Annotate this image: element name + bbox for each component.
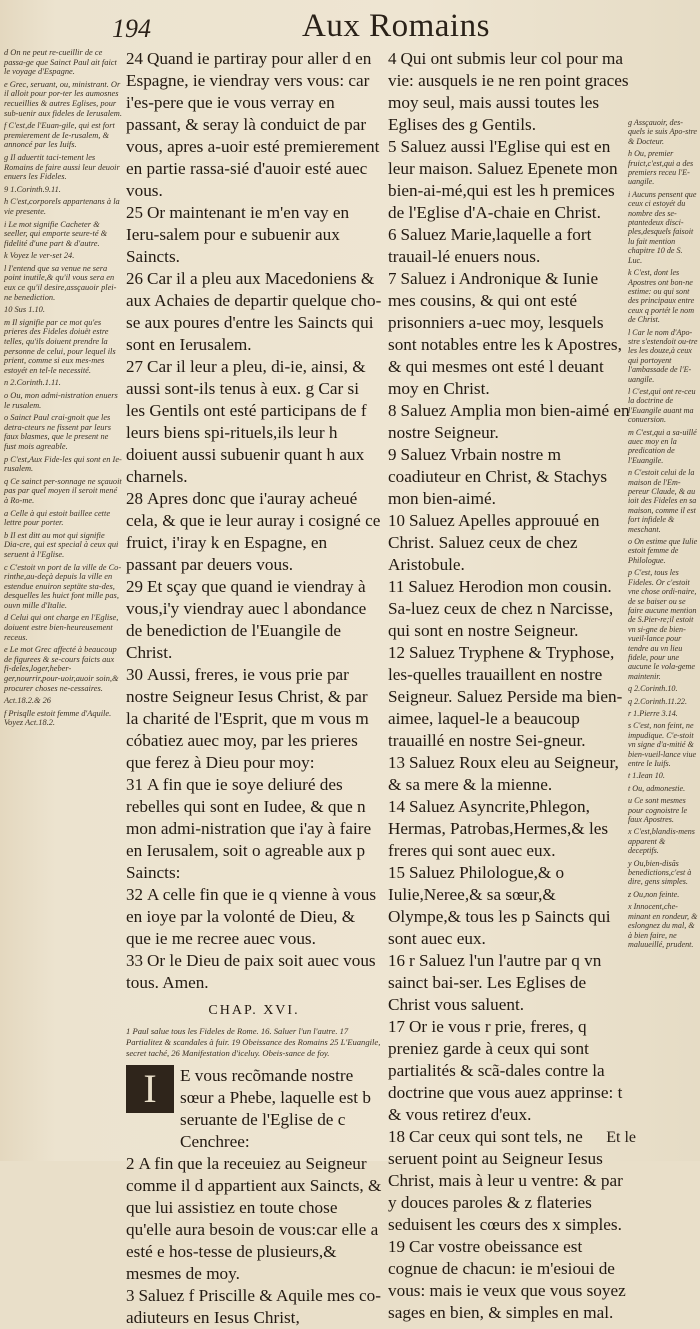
verse bbox=[388, 1016, 630, 1126]
verse-text: Car vostre obeissance est cognue de chacun: ie m'esioui de vous: mais ie veux que vous soyez sages en bien, & simples en mal. bbox=[388, 1237, 626, 1322]
verse-text: A fin que ie soye deliuré des rebelles qui sont en Iudee, & que n mon admi-nistration que i'ay à faire en Ierusalem, soit o agreable aux p Saincts: bbox=[126, 775, 372, 882]
chapter-summary: 1 Paul salue tous les Fideles de Rome. 16. Saluer l'un l'autre. 17 Partialitez & scandales à fuir. 19 Obeissance des Romains 25 L'Euangile, secret taché, 26 Manifestation d'iceluy. Obeis-sance de foy. bbox=[126, 1026, 381, 1058]
margin-note: f C'est,de l'Euan-gile, qui est fort premierement de Ie-rusalem, & annoncé par les Iuifs. bbox=[4, 121, 115, 150]
margin-note: p C'est,Aux Fide-les qui sont en Ie-rusalem. bbox=[4, 454, 122, 474]
margin-note: t Ou, admonestie. bbox=[628, 783, 686, 793]
margin-note: n C'estoit celui de la maison de l'Em-pereur Claude, & au ioit des Fideles en sa maison, comme il est fort infidele & meschant. bbox=[628, 468, 697, 534]
verse bbox=[388, 1236, 630, 1324]
verse bbox=[388, 576, 630, 642]
verse-number: 12 bbox=[388, 643, 405, 662]
margin-note: u Ce sont mesmes pour cognoistre le faux Apostres. bbox=[628, 796, 688, 825]
verse-text: A celle fin que ie q vienne à vous en ioye par la volonté de Dieu, & que ie me recree auec vous. bbox=[126, 885, 377, 948]
verse bbox=[126, 1285, 382, 1329]
margin-note: l C'est,qui ont re-ceu la doctrine de l'Euangile auant ma conuersion. bbox=[628, 386, 696, 425]
margin-note: a Celle à qui estoit baillee cette lettre pour porter. bbox=[4, 508, 111, 528]
margin-note: k C'est, dont les Apostres ont bon-ne estime: ou qui sont des principaux entre ceux q portét le nom de Christ. bbox=[628, 268, 695, 325]
left-margin-notes bbox=[4, 48, 122, 731]
verse bbox=[126, 1065, 382, 1153]
verse bbox=[388, 48, 630, 136]
verse bbox=[126, 664, 382, 774]
verse-text: Saluez Amplia mon bien-aimé en nostre Seigneur. bbox=[388, 401, 630, 442]
verse bbox=[388, 642, 630, 752]
page-header bbox=[0, 8, 700, 46]
verse-text: Saluez Tryphene & Tryphose, les-quelles trauaillent en nostre Seigneur. Saluez Perside ma bien-aimee, laquel-le a beaucoup trauaillé en nostre Sei-gneur. bbox=[388, 643, 623, 750]
verse-text: Saluez Philologue,& o Iulie,Neree,& sa sœur,& Olympe,& tous les p Saincts qui sont auec eux. bbox=[388, 863, 611, 948]
margin-note: o Ou, mon admi-nistration enuers le rusalem. bbox=[4, 391, 118, 410]
drop-cap: I bbox=[126, 1065, 174, 1113]
verse-number: 33 bbox=[126, 951, 143, 970]
verse-number: 32 bbox=[126, 885, 143, 904]
margin-note: e Le mot Grec affecté à beaucoup de figurees & se-cours faicts aux fi-deles,loger,heber-ger,nourrir,pour-uoir,auoir soin,& procurer choses ne-cessaires. bbox=[4, 645, 119, 693]
verse bbox=[388, 1126, 630, 1236]
verse-text: Aussi, freres, ie vous prie par nostre Seigneur Iesus Christ, & par la charité de l'Esprit, que m vous m cóbatiez auec moy, par les prieres que ferez à Dieu pour moy: bbox=[126, 665, 369, 772]
margin-note: b Il est ditt au mot qui signifie Dia-cre, qui est special à ceux qui seruent à l'Eglise. bbox=[4, 530, 119, 559]
verse-number: 17 bbox=[388, 1017, 405, 1036]
margin-note: h C'est,corporels appartenans à la vie presente. bbox=[4, 197, 120, 216]
verse-text: Qui ont submis leur col pour ma vie: ausquels ie ne ren point graces moy seul, mais aussi toutes les Eglises des g Gentils. bbox=[388, 49, 629, 134]
romans-15-verses bbox=[126, 48, 382, 994]
verse-number: 6 bbox=[388, 225, 397, 244]
verse-text: Saluez aussi l'Eglise qui est en leur maison. Saluez Epenete mon bien-ai-mé,qui est les h premices de l'Eglise d'A-chaie en Christ. bbox=[388, 137, 618, 222]
verse-number: 26 bbox=[126, 269, 143, 288]
margin-note: q Ce sainct per-sonnage ne sçauoit pas par quel moyen il seroit mené à Ro-me. bbox=[4, 476, 122, 505]
margin-note: l Car le nom d'Apo-stre s'estendoit ou-tre les les douze,à ceux qui portoyent l'ambassade de l'E-uangile. bbox=[628, 327, 698, 384]
verse bbox=[388, 752, 630, 796]
margin-note: l I'entend que sa venue ne sera point inutile,& qu'il vous sera en eux ce qu'il desire,assçauoir plei-ne benediction. bbox=[4, 263, 117, 302]
verse-number: 18 bbox=[388, 1127, 405, 1146]
margin-note: y Ou,bien-disãs benedictions,c'est à dire, gens simples. bbox=[628, 858, 692, 887]
verse-text: Or maintenant ie m'en vay en Ieru-salem pour e subuenir aux Saincts. bbox=[126, 203, 350, 266]
margin-note: x C'est,blandis-mens apparent & deceptifs. bbox=[628, 827, 695, 856]
verse-number: 27 bbox=[126, 357, 143, 376]
romans-16-verses bbox=[126, 1065, 382, 1329]
verse-number: 4 bbox=[388, 49, 397, 68]
margin-note: g Assçauoir, des-quels ie suis Apo-stre & Docteur. bbox=[628, 118, 698, 146]
verse-text: Apres donc que i'auray acheué cela, & que ie leur auray i cosigné ce fruict, i'iray k en Espagne, en passant par deuers vous. bbox=[126, 489, 381, 574]
verse-text: A fin que la receuiez au Seigneur comme il d appartient aux Saincts, & que lui assistiez en toute chose qu'elle aura besoin de vous:car elle a esté e hos-tesse de plusieurs,& mesmes de moy. bbox=[126, 1154, 382, 1283]
verse-text: Or le Dieu de paix soit auec vous tous. Amen. bbox=[126, 951, 376, 992]
margin-note: m Il signifie par ce mot qu'es prieres des Fideles doiuët estre telles, qu'ils doiuent prendre la personne de celui, pour lequel ils prient, comme si eux mes-mes estoyét en tel-le necessité. bbox=[4, 317, 116, 375]
verse-text: Saluez Asyncrite,Phlegon, Hermas, Patrobas,Hermes,& les freres qui sont auec eux. bbox=[388, 797, 609, 860]
verse-number: 31 bbox=[126, 775, 143, 794]
verse-number: 5 bbox=[388, 137, 397, 156]
margin-note: q 2.Corinth.11.22. bbox=[628, 696, 687, 706]
margin-note: o On estime que Iulie estoit femme de Philologue. bbox=[628, 537, 698, 565]
verse-number: 11 bbox=[388, 577, 405, 596]
verse-text: Saluez Roux eleu au Seigneur, & sa mere & la mienne. bbox=[388, 753, 619, 794]
margin-note: r 1.Pierre 3.14. bbox=[628, 708, 678, 718]
margin-note: f Prisqlle estoit femme d'Aquile. Voyez Act.18.2. bbox=[4, 708, 112, 728]
margin-note: 9 1.Corinth.9.11. bbox=[4, 184, 61, 194]
verse-number: 9 bbox=[388, 445, 397, 464]
verse-number: 29 bbox=[126, 577, 143, 596]
verse-text: Saluez f Priscille & Aquile mes co-adiuteurs en Iesus Christ, bbox=[126, 1286, 381, 1327]
margin-note: Act.18.2.& 26 bbox=[4, 696, 51, 706]
catchword: Et le bbox=[606, 1129, 636, 1146]
verse bbox=[388, 224, 630, 268]
verse-number: 28 bbox=[126, 489, 143, 508]
margin-note: k Voyez le ver-set 24. bbox=[4, 251, 75, 261]
margin-note: c C'estoit vn port de la ville de Co-rinthe,au-deçà depuis la ville en estendue enuiron septäte sta-des, desquelles les huict font mille pas, ouvn mille d'Italie. bbox=[4, 562, 122, 610]
verse-number: 8 bbox=[388, 401, 397, 420]
verse-text: Car ceux qui sont tels, ne seruent point au Seigneur Iesus Christ, mais à leur u ventre: & par y douces paroles & z flateries seduisent les cœurs des x simples. bbox=[388, 1127, 623, 1234]
page-number: 194 bbox=[112, 14, 151, 43]
verse-number: 19 bbox=[388, 1237, 405, 1256]
verse-number: 3 bbox=[126, 1286, 135, 1305]
margin-note: x Innocent,che-minant en rondeur, & eslongnez du mal, & à bien faire, ne maluueillé, prudent. bbox=[628, 902, 698, 949]
verse-text: E vous recõmande nostre sœur a Phebe, laquelle est b seruante de l'Eglise de c Cenchree: bbox=[180, 1066, 371, 1151]
verse bbox=[388, 136, 630, 224]
verse bbox=[126, 774, 382, 884]
verse-number: 10 bbox=[388, 511, 405, 530]
right-column bbox=[388, 48, 630, 1324]
verse bbox=[126, 356, 382, 488]
margin-note: g Il aduertit taci-tement les Romains de faire aussi leur deuoir enuers les Fideles. bbox=[4, 152, 120, 182]
verse-text: Et sçay que quand ie viendray à vous,i'y viendray auec l abondance de benediction de l'Euangile de Christ. bbox=[126, 577, 367, 662]
verse bbox=[388, 796, 630, 862]
running-title: Aux Romains bbox=[302, 8, 490, 44]
verse bbox=[388, 400, 630, 444]
verse-number: 25 bbox=[126, 203, 143, 222]
verse bbox=[126, 268, 382, 356]
margin-note: s C'est, non feint, ne impudique. C'e-stoit vn signe d'a-mitié & bien-vueil-lance viue entre le Iuifs. bbox=[628, 721, 697, 768]
verse-number: 30 bbox=[126, 665, 143, 684]
margin-note: d Celui qui ont charge en l'Eglise, doiuent estre bien-heureusement receus. bbox=[4, 613, 119, 642]
margin-note: t 1.Iean 10. bbox=[628, 771, 665, 781]
verse-number: 24 bbox=[126, 49, 143, 68]
margin-note: o Sainct Paul crai-gnoit que les detra-cteurs ne fissent par leurs faux blasmes, que le present ne fust mois agreable. bbox=[4, 413, 112, 451]
verse bbox=[126, 48, 382, 202]
verse-text: Car il a pleu aux Macedoniens & aux Achaies de departir quelque cho-se aux poures d'entre les Saincts qui sont en Ierusalem. bbox=[126, 269, 382, 354]
margin-note: e Grec, seruant, ou, ministrant. Or il alloit pour por-ter les aumosnes recueillies & autres Eglises, pour sub-uenir aux fideles de Ierusalem. bbox=[4, 79, 122, 118]
verse-number: 15 bbox=[388, 863, 405, 882]
margin-note: q 2.Corinth.10. bbox=[628, 684, 678, 694]
verse-text: Saluez Apelles approuué en Christ. Saluez ceux de chez Aristobule. bbox=[388, 511, 600, 574]
verse bbox=[388, 950, 630, 1016]
verse bbox=[388, 268, 630, 400]
verse-number: 13 bbox=[388, 753, 405, 772]
verse-text: Saluez Vrbain nostre m coadiuteur en Christ, & Stachys mon bien-aimé. bbox=[388, 445, 608, 508]
margin-note: m C'est,qui a sa-uillé auec moy en la predication de l'Euangile. bbox=[628, 427, 697, 465]
margin-note: n 2.Corinth.1.11. bbox=[4, 378, 61, 388]
margin-note: d On ne peut re-cueillir de ce passa-ge que Sainct Paul ait faict le voyage d'Espagne. bbox=[4, 48, 117, 77]
verse bbox=[388, 862, 630, 950]
right-margin-notes bbox=[628, 118, 698, 952]
chapter-title: CHAP. XVI. bbox=[208, 1003, 300, 1018]
margin-note: h Ou, premier fruict,c'est,qui a des premiers receu l'E-uangile. bbox=[628, 149, 694, 187]
verse-number: 2 bbox=[126, 1154, 135, 1173]
verse bbox=[126, 950, 382, 994]
verse bbox=[126, 488, 382, 576]
verse-text: Saluez i Andronique & Iunie mes cousins, & qui ont esté prisonniers a-uec moy, lesquels sont notables entre les k Apostres, & qui mesmes ont esté l deuant moy en Christ. bbox=[388, 269, 622, 398]
verse bbox=[126, 202, 382, 268]
margin-note: 10 Sus 1.10. bbox=[4, 305, 45, 315]
verse-text: Car il leur a pleu, di-ie, ainsi, & aussi sont-ils tenus à eux. g Car si les Gentils ont esté participans de f leurs biens spi-rituels,ils leur h doiuent aussi subuenir quant h aux charnels. bbox=[126, 357, 367, 486]
verse-text: r Saluez l'un l'autre par q vn sainct bai-ser. Les Eglises de Christ vous saluent. bbox=[388, 951, 602, 1014]
verse bbox=[126, 884, 382, 950]
verse-text: Saluez Herodion mon cousin. Sa-luez ceux de chez n Narcisse, qui sont en nostre Seigneur. bbox=[388, 577, 614, 640]
verse bbox=[388, 444, 630, 510]
verse bbox=[126, 576, 382, 664]
verse-number: 7 bbox=[388, 269, 397, 288]
verse-text: Or ie vous r prie, freres, q preniez garde à ceux qui sont partialités & scã-dales contre la doctrine que vous auez apprinse: t & vous retirez d'eux. bbox=[388, 1017, 623, 1124]
margin-note: p C'est, tous les Fideles. Or c'estoit vne chose ordi-naire, de se baiser ou se faire aucune mention de S.Pier-re;il estoit vn si-gne de bien-vueil-lance pour tendre au vn lieu fidele, pour une aucune le vola-geme maintenir. bbox=[628, 568, 697, 681]
verse bbox=[126, 1153, 382, 1285]
verse-number: 14 bbox=[388, 797, 405, 816]
margin-note: i Aucuns pensent que ceux ci estoyét du nombre des se-ptantedeux disci-ples,desquels faisoit lu fait mention chapitre 10 de S. Luc. bbox=[628, 189, 697, 265]
margin-note: z Ou,non feinte. bbox=[628, 889, 680, 899]
verse-text: Saluez Marie,laquelle a fort trauail-lé enuers nous. bbox=[388, 225, 592, 266]
left-column bbox=[126, 48, 382, 1329]
verse-text: Quand ie partiray pour aller d en Espagne, ie viendray vers vous: car i'es-pere que ie vous verray en passant, & seray là conduict de par vous, apres a-uoir esté premierement en partie rassa-sié d'auoir esté auec vous. bbox=[126, 49, 380, 200]
verse bbox=[388, 510, 630, 576]
margin-note: i Le mot signifie Cacheter & seeller, qui emporte seure-té & fidelité d'une part & d'autre. bbox=[4, 219, 108, 248]
verse-number: 16 bbox=[388, 951, 405, 970]
